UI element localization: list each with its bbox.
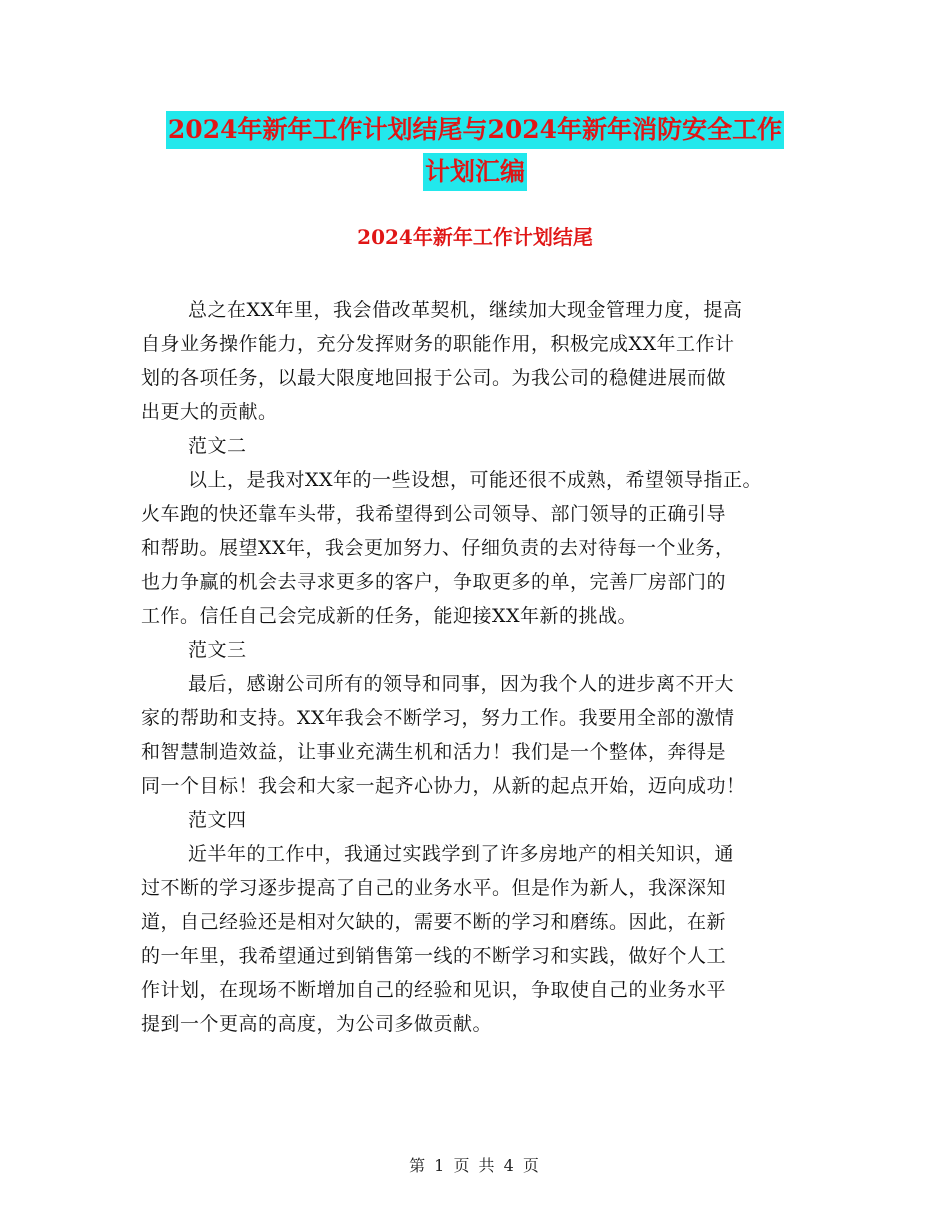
paragraph: [141, 633, 831, 667]
paragraph-line: 和帮助。展望XX年，我会更加努力、仔细负责的去对待每一个业务，: [141, 537, 735, 559]
paragraph: [141, 837, 831, 1041]
paragraph: [141, 429, 831, 463]
paragraph-line: 作计划，在现场不断增加自己的经验和见识，争取使自己的业务水平: [141, 979, 727, 1001]
paragraph-line: 工作。信任自己会完成新的任务，能迎接XX年新的挑战。: [141, 605, 638, 627]
paragraph-line: 也力争赢的机会去寻求更多的客户，争取更多的单，完善厂房部门的: [141, 571, 727, 593]
paragraph-line: 总之在XX年里，我会借改革契机，继续加大现金管理力度，提高: [188, 299, 743, 321]
paragraph-line: 和智慧制造效益，让事业充满生机和活力！我们是一个整体，奔得是: [141, 741, 727, 763]
paragraph-line: 出更大的贡献。: [141, 401, 278, 423]
paragraph-line: 火车跑的快还靠车头带，我希望得到公司领导、部门领导的正确引导: [141, 503, 727, 525]
paragraph-line: 范文四: [188, 809, 247, 831]
paragraph-line: 家的帮助和支持。XX年我会不断学习，努力工作。我要用全部的激情: [141, 707, 735, 729]
paragraph-line: 同一个目标！我会和大家一起齐心协力，从新的起点开始，迈向成功！: [141, 775, 746, 797]
paragraph-line: 范文三: [188, 639, 247, 661]
paragraph-line: 道，自己经验还是相对欠缺的，需要不断的学习和磨练。因此，在新: [141, 911, 727, 933]
paragraph: [141, 803, 831, 837]
paragraph: [141, 293, 831, 429]
paragraph-line: 范文二: [188, 435, 247, 457]
page-footer: 第 1 页 共 4 页: [409, 1156, 541, 1175]
paragraph-line: 的一年里，我希望通过到销售第一线的不断学习和实践，做好个人工: [141, 945, 727, 967]
paragraph-line: 近半年的工作中，我通过实践学到了许多房地产的相关知识，通: [188, 843, 735, 865]
section-heading: 2024年新年工作计划结尾: [357, 225, 593, 249]
document-title: [140, 111, 810, 195]
paragraph: [141, 463, 831, 633]
paragraph-line: 划的各项任务，以最大限度地回报于公司。为我公司的稳健进展而做: [141, 367, 727, 389]
paragraph-line: 最后，感谢公司所有的领导和同事，因为我个人的进步离不开大: [188, 673, 735, 695]
body-text: [141, 293, 831, 1041]
paragraph-line: 自身业务操作能力，充分发挥财务的职能作用，积极完成XX年工作计: [141, 333, 735, 355]
paragraph-line: 以上，是我对XX年的一些设想，可能还很不成熟，希望领导指正。: [188, 469, 763, 491]
title-line-1: 2024年新年工作计划结尾与2024年新年消防安全工作: [166, 111, 784, 149]
paragraph-line: 过不断的学习逐步提高了自己的业务水平。但是作为新人，我深深知: [141, 877, 727, 899]
paragraph-line: 提到一个更高的高度，为公司多做贡献。: [141, 1013, 493, 1035]
title-line-2: 计划汇编: [423, 153, 527, 191]
paragraph: [141, 667, 831, 803]
